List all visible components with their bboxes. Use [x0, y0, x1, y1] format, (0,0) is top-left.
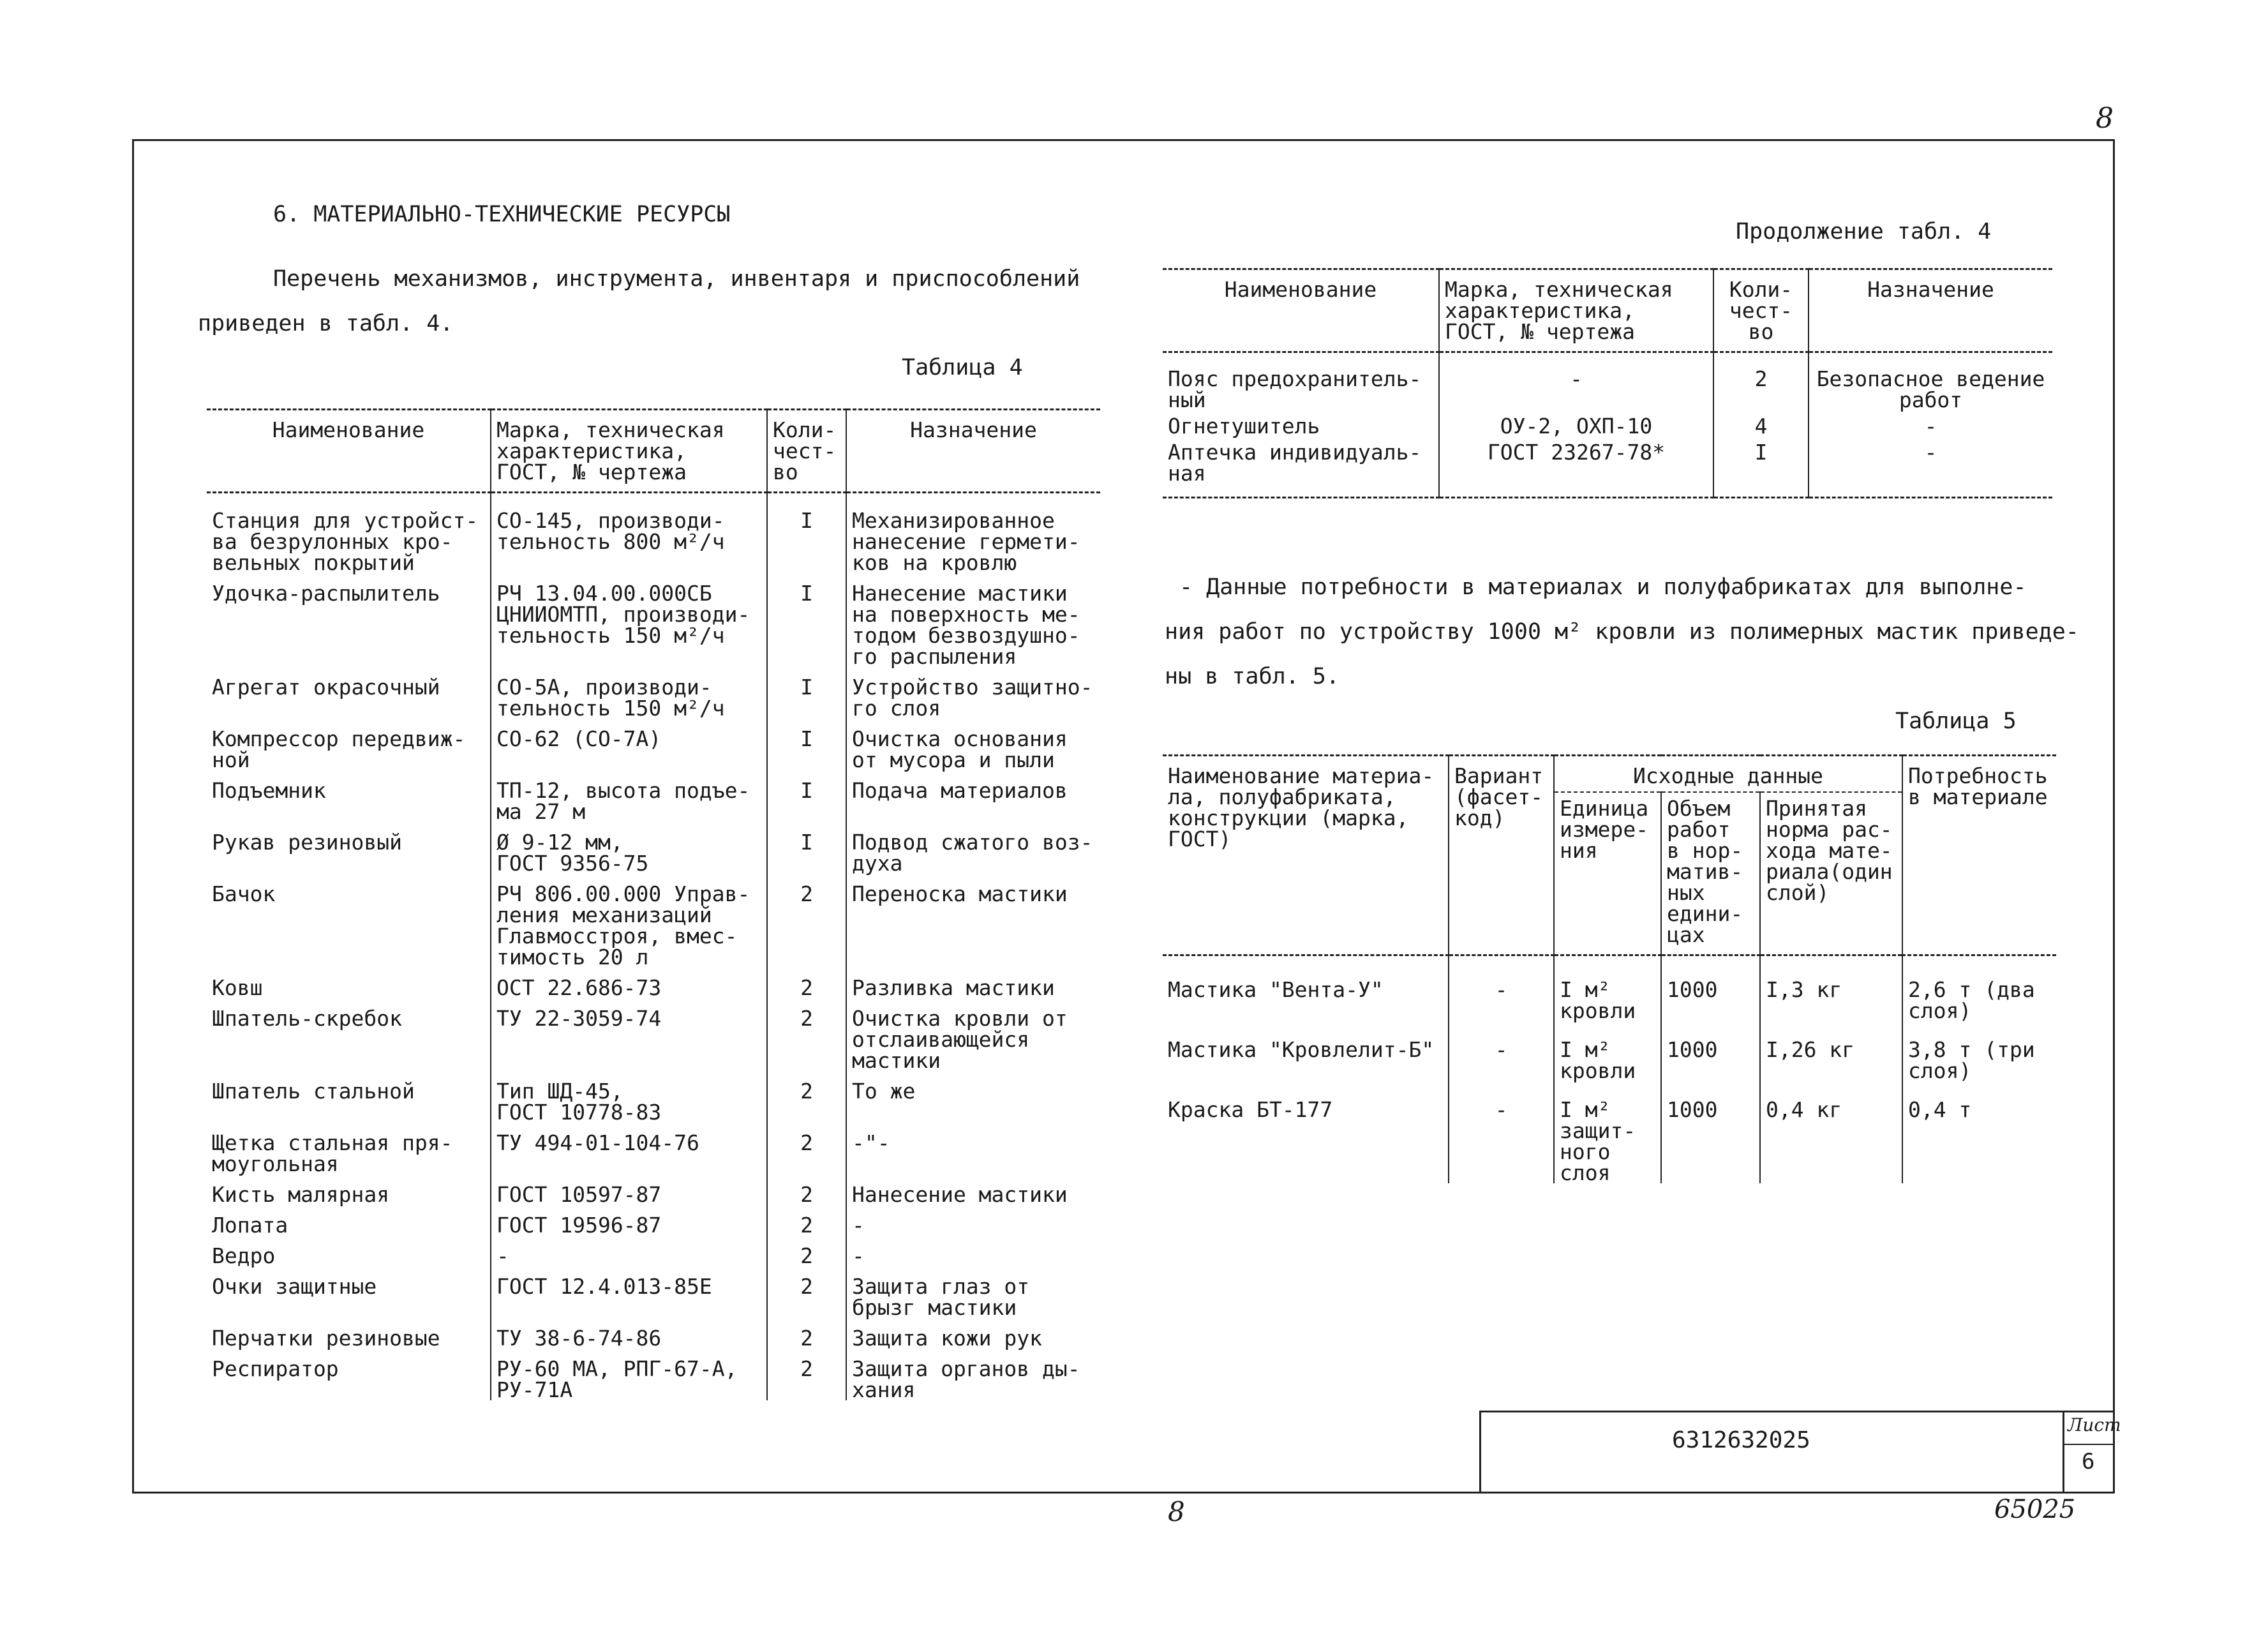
intro-line-2: приведен в табл. 4.: [198, 311, 454, 336]
table-cell: Огнетушитель: [1168, 414, 1320, 438]
table-cell: ГОСТ 19596-87: [491, 1205, 767, 1236]
table-cell: 2: [767, 1174, 846, 1205]
table4-caption: Таблица 4: [902, 355, 1023, 380]
table-cell: -: [491, 1236, 767, 1266]
table-cell: Перчатки резиновые: [212, 1326, 440, 1351]
table-row: [1163, 1021, 2056, 1081]
table-cell: I м² защит- ного слоя: [1554, 1081, 1661, 1183]
table-cell: ГОСТ 10597-87: [491, 1174, 767, 1205]
table-cell: Нанесение мастики на поверхность ме- тодом безвоздушно- го распыления: [846, 573, 1100, 667]
sheet-label: Лист: [2068, 1414, 2121, 1435]
table-cell: 2: [767, 1071, 846, 1123]
table-cell: ТП-12, высота подъе- ма 27 м: [491, 770, 767, 822]
table-cell: -: [1449, 955, 1554, 1022]
table-cell: 2: [767, 1266, 846, 1318]
table-5: [1163, 754, 2056, 1183]
table-cell: Защита глаз от брызг мастики: [846, 1266, 1100, 1318]
table-row: [207, 998, 1100, 1071]
table5-body: [1163, 955, 2056, 1184]
table-cell: Очистка основания от мусора и пыли: [846, 719, 1100, 770]
table-cell: 2,6 т (два слоя): [1902, 955, 2056, 1022]
table4c-body: [1163, 352, 2052, 498]
page-number-bottom: 8: [1168, 1496, 1185, 1527]
table-row: [1163, 1081, 2056, 1183]
table-cell: 2: [767, 968, 846, 998]
table-cell: Разливка мастики: [846, 968, 1100, 998]
table-cell: РУ-60 МА, РПГ-67-А, РУ-71А: [491, 1349, 767, 1400]
table-cell: СО-62 (СО-7А): [491, 719, 767, 770]
table-cell: 2: [1713, 352, 1809, 411]
table5-header-unit: Единица измере- ния: [1554, 792, 1661, 955]
table-row: [207, 1123, 1100, 1174]
table-cell: I: [767, 493, 846, 574]
table-cell: ОСТ 22.686-73: [491, 968, 767, 998]
table-cell: Механизированное нанесение гермети- ков на кровлю: [846, 493, 1100, 574]
table-row: [207, 822, 1100, 874]
table-cell: I м² кровли: [1554, 955, 1661, 1022]
table-cell: -: [1439, 352, 1713, 411]
table-cell: 1000: [1661, 1081, 1760, 1183]
table-cell: ТУ 22-3059-74: [491, 998, 767, 1071]
table-cell: 2: [767, 1349, 846, 1400]
table-cell: 0,4 кг: [1760, 1081, 1902, 1183]
table-cell: I,3 кг: [1760, 955, 1902, 1022]
table-row: [1163, 410, 2052, 437]
table-cell: То же: [846, 1071, 1100, 1123]
table-4-continued: [1163, 268, 2052, 498]
table-cell: Подача материалов: [846, 770, 1100, 822]
table4c-header-purpose: Назначение: [1809, 269, 2052, 352]
table-cell: Безопасное ведение работ: [1809, 352, 2052, 411]
table-cell: I,26 кг: [1760, 1021, 1902, 1081]
table-cell: Бачок: [212, 881, 276, 906]
table-cell: Шпатель стальной: [212, 1079, 415, 1104]
title-block-hline: [2063, 1444, 2115, 1445]
table-4: [207, 408, 1100, 1400]
table-cell: Рукав резиновый: [212, 830, 403, 855]
table-cell: ТУ 494-01-104-76: [491, 1123, 767, 1174]
table-cell: 0,4 т: [1902, 1081, 2056, 1183]
table-cell: Шпатель-скребок: [212, 1006, 403, 1031]
table5-header-source: Исходные данные: [1554, 756, 1902, 793]
table-row: [207, 667, 1100, 719]
table4-header-purpose: Назначение: [846, 410, 1100, 493]
table-cell: Щетка стальная пря- моугольная: [212, 1130, 453, 1176]
table4c-header-name: Наименование: [1163, 269, 1439, 352]
table-cell: -: [846, 1205, 1100, 1236]
table-cell: СО-145, производи- тельность 800 м²/ч: [491, 493, 767, 574]
table-row: [207, 770, 1100, 822]
table-cell: Аптечка индивидуаль- ная: [1163, 437, 1439, 498]
table4-continued-caption: Продолжение табл. 4: [1736, 219, 1992, 244]
section-title: 6. МАТЕРИАЛЬНО-ТЕХНИЧЕСКИЕ РЕСУРСЫ: [273, 202, 731, 227]
table-row: [207, 968, 1100, 998]
table-cell: Кисть малярная: [212, 1182, 390, 1207]
table4c-header-qty: Коли- чест- во: [1713, 269, 1809, 352]
table-cell: 2: [767, 874, 846, 968]
table-row: [207, 719, 1100, 770]
table5-header-volume: Объем работ в нор- матив- ных едини- цах: [1661, 792, 1760, 955]
table-cell: Переноска мастики: [846, 874, 1100, 968]
table-row: [207, 1205, 1100, 1236]
bottom-code: 65025: [1994, 1495, 2076, 1524]
table-cell: I: [767, 822, 846, 874]
table-cell: ОУ-2, ОХП-10: [1439, 410, 1713, 437]
table-cell: Лопата: [212, 1213, 288, 1238]
table-cell: -: [1809, 410, 2052, 437]
table-cell: I: [767, 770, 846, 822]
table-cell: Тип ШД-45, ГОСТ 10778-83: [491, 1071, 767, 1123]
table-row: [207, 1318, 1100, 1349]
table-cell: ТУ 38-6-74-86: [491, 1318, 767, 1349]
table-cell: Защита кожи рук: [846, 1318, 1100, 1349]
table-row: [207, 493, 1100, 574]
table-cell: Подъемник: [212, 778, 326, 803]
table-cell: I: [767, 719, 846, 770]
table-cell: 3,8 т (три слоя): [1902, 1021, 2056, 1081]
table-cell: Мастика "Кровлелит-Б": [1168, 1037, 1435, 1062]
table-cell: 2: [767, 998, 846, 1071]
table-cell: Нанесение мастики: [846, 1174, 1100, 1205]
table-row: [1163, 955, 2056, 1022]
table-cell: 1000: [1661, 955, 1760, 1022]
table-cell: I м² кровли: [1554, 1021, 1661, 1081]
table-cell: 2: [767, 1236, 846, 1266]
table-cell: РЧ 806.00.000 Управ- ления механизаций Главмосстроя, вмес- тимость 20 л: [491, 874, 767, 968]
table-cell: I: [1713, 437, 1809, 498]
table-cell: Ø 9-12 мм, ГОСТ 9356-75: [491, 822, 767, 874]
table-cell: Устройство защитно- го слоя: [846, 667, 1100, 719]
table-cell: 2: [767, 1123, 846, 1174]
table-cell: Очки защитные: [212, 1274, 377, 1299]
table5-header-variant: Вариант (фасет- код): [1449, 756, 1554, 955]
table-row: [1163, 437, 2052, 498]
table-cell: 4: [1713, 410, 1809, 437]
table-row: [207, 573, 1100, 667]
table-cell: СО-5А, производи- тельность 150 м²/ч: [491, 667, 767, 719]
table-cell: -: [1449, 1021, 1554, 1081]
table4-header-name: Наименование: [207, 410, 491, 493]
table-cell: -: [1809, 437, 2052, 498]
table4-header-brand: Марка, техническая характеристика, ГОСТ, № чертежа: [491, 410, 767, 493]
table-cell: -"-: [846, 1123, 1100, 1174]
table4-header-qty: Коли- чест- во: [767, 410, 846, 493]
para2-line-3: ны в табл. 5.: [1165, 664, 1339, 689]
title-block-divider: [2063, 1411, 2064, 1494]
table-cell: Мастика "Вента-У": [1168, 977, 1384, 1002]
table-cell: Удочка-распылитель: [212, 581, 440, 606]
table5-header-name: Наименование материа- ла, полуфабриката, конструкции (марка, ГОСТ): [1163, 756, 1449, 955]
table5-header-norm: Принятая норма рас- хода мате- риала(один слой): [1760, 792, 1902, 955]
table-cell: Краска БТ-177: [1168, 1097, 1333, 1122]
table-row: [207, 1174, 1100, 1205]
table-row: [207, 1349, 1100, 1400]
table-cell: 2: [767, 1318, 846, 1349]
table-row: [1163, 352, 2052, 411]
table-cell: ГОСТ 12.4.013-85Е: [491, 1266, 767, 1318]
para2-line-2: ния работ по устройству 1000 м² кровли из полимерных мастик приведе-: [1165, 619, 2079, 645]
table-cell: Очистка кровли от отслаивающейся мастики: [846, 998, 1100, 1071]
table-cell: -: [1449, 1081, 1554, 1183]
table4c-header-brand: Марка, техническая характеристика, ГОСТ, № чертежа: [1439, 269, 1713, 352]
table-cell: Компрессор передвиж- ной: [212, 726, 466, 772]
table-cell: 1000: [1661, 1021, 1760, 1081]
table-cell: Подвод сжатого воз- духа: [846, 822, 1100, 874]
table-cell: ГОСТ 23267-78*: [1439, 437, 1713, 498]
table-row: [207, 1071, 1100, 1123]
table-cell: I: [767, 573, 846, 667]
table-row: [207, 1266, 1100, 1318]
table-cell: I: [767, 667, 846, 719]
para2-line-1: - Данные потребности в материалах и полуфабрикатах для выполне-: [1179, 574, 2027, 600]
table-cell: Защита органов ды- хания: [846, 1349, 1100, 1400]
table-cell: Станция для устройст- ва безрулонных кро- вельных покрытий: [212, 508, 479, 575]
table-cell: Ковш: [212, 975, 263, 1000]
table-row: [207, 1236, 1100, 1266]
table-cell: Ведро: [212, 1243, 276, 1268]
table5-header-need: Потребность в материале: [1902, 756, 2056, 955]
table-cell: -: [846, 1236, 1100, 1266]
intro-line-1: Перечень механизмов, инструмента, инвентаря и приспособлений: [273, 266, 1080, 292]
table5-caption: Таблица 5: [1895, 708, 2017, 734]
sheet-number: 6: [2082, 1449, 2095, 1474]
table-cell: Респиратор: [212, 1356, 339, 1381]
page-number-top: 8: [2096, 102, 2114, 135]
table4-body: [207, 493, 1100, 1401]
table-cell: РЧ 13.04.00.000СБ ЦНИИОМТП, производи- тельность 150 м²/ч: [491, 573, 767, 667]
document-code: 6312632025: [1672, 1427, 1810, 1453]
table-cell: 2: [767, 1205, 846, 1236]
table-cell: Агрегат окрасочный: [212, 675, 440, 700]
table-row: [207, 874, 1100, 968]
table-cell: Пояс предохранитель- ный: [1168, 366, 1422, 412]
